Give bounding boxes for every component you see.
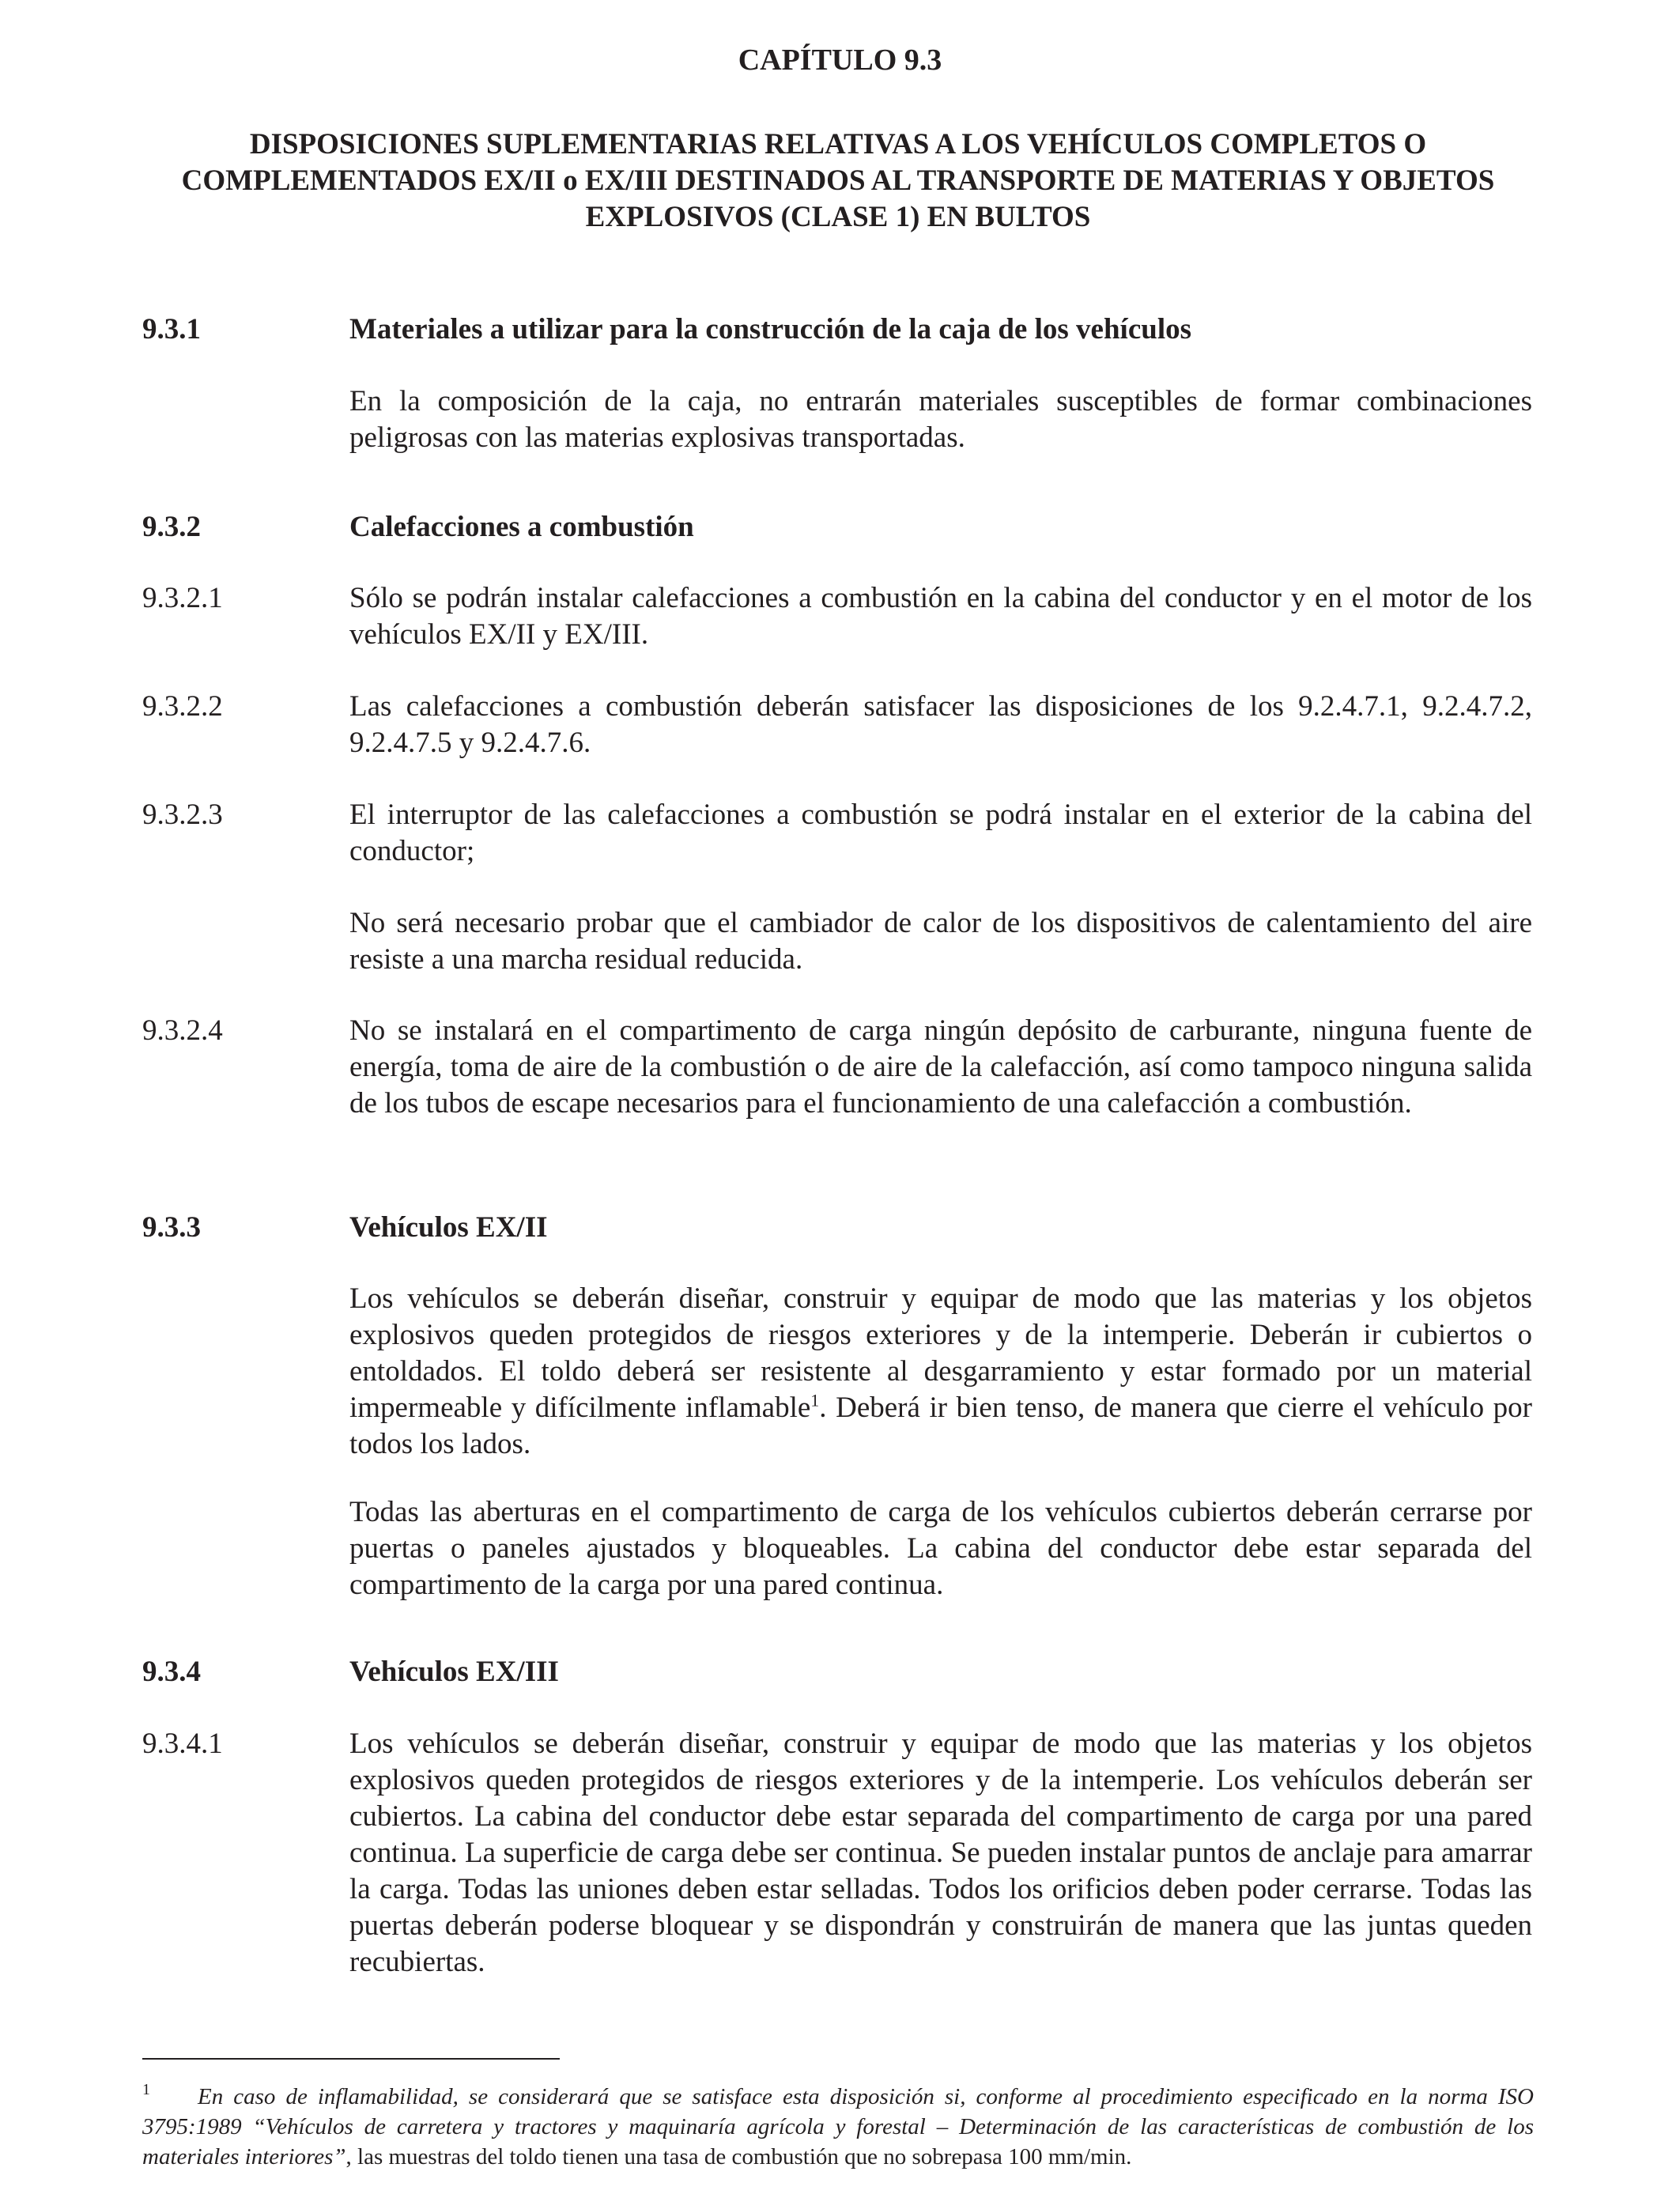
section-heading-9-3-4: Vehículos EX/III xyxy=(349,1656,559,1688)
footnote-reference-1: 1 xyxy=(810,1390,820,1410)
footnote-mark: 1 xyxy=(142,2081,150,2098)
section-heading-9-3-2: Calefacciones a combustión xyxy=(349,511,694,543)
section-number-9-3-3: 9.3.3 xyxy=(142,1211,201,1244)
section-number-9-3-2: 9.3.2 xyxy=(142,511,201,543)
paragraph-9-3-2-2: Las calefacciones a combustión deberán satisfacer las disposiciones de los 9.2.4.7.1, 9.2.4.7.2, 9.2.4.7.5 y 9.2.4.7.6. xyxy=(349,690,1532,759)
section-number-9-3-1: 9.3.1 xyxy=(142,313,201,346)
footnote-text-part4: , las muestras del toldo tienen una tasa de combustión que no sobrepasa 100 mm/min. xyxy=(345,2144,1132,2169)
paragraph-9-3-2-1: Sólo se podrán instalar calefacciones a combustión en la cabina del conductor y en el motor de los vehículos EX/II y EX/III. xyxy=(349,582,1532,651)
paragraph-9-3-3-a-part2: . Deberá ir bien tenso, de manera que cierre el vehículo por todos los lados. xyxy=(349,1392,1533,1460)
paragraph-9-3-2-3-b: No será necesario probar que el cambiador de calor de los dispositivos de calentamiento del aire resiste a una marcha residual reducida. xyxy=(349,907,1532,976)
footnote-1 xyxy=(142,2075,1534,2172)
paragraph-9-3-2-4: No se instalará en el compartimento de carga ningún depósito de carburante, ninguna fuente de energía, toma de aire de la combustión o de aire de la calefacción, así como tampoco ninguna salida de los tubos de escape necesarios para el funcionamiento de una calefacción a combustión. xyxy=(349,1014,1532,1120)
footnote-text-part2: norma ISO 3795:1989 xyxy=(142,2084,1534,2139)
footnote-separator xyxy=(142,2058,560,2060)
section-heading-9-3-1: Materiales a utilizar para la construcción de la caja de los vehículos xyxy=(349,313,1191,346)
paragraph-9-3-3-b: Todas las aberturas en el compartimento de carga de los vehículos cubiertos deberán cerrarse por puertas o paneles ajustados y bloqueables. La cabina del conductor debe estar separada del compartimento de la carga por una pared continua. xyxy=(349,1496,1532,1601)
section-number-9-3-2-2: 9.3.2.2 xyxy=(142,690,223,723)
footnote-text-part3: “Vehículos de carretera y tractores y maquinaría agrícola y forestal – Determinación de las características de combustión de los materiales interiores” xyxy=(142,2114,1534,2169)
paragraph-9-3-3-a-part1: Los vehículos se deberán diseñar, construir y equipar de modo que las materias y los objetos explosivos queden protegidos de riesgos exteriores y de la intemperie. Deberán ir cubiertos o entoldados. El toldo deberá ser resistente al desgarramiento y estar formado por un material impermeable y difícilmente inflamable xyxy=(349,1282,1532,1424)
section-number-9-3-2-3: 9.3.2.3 xyxy=(142,799,223,831)
section-heading-9-3-3: Vehículos EX/II xyxy=(349,1211,548,1244)
paragraph-9-3-4-1: Los vehículos se deberán diseñar, construir y equipar de modo que las materias y los objetos explosivos queden protegidos de riesgos exteriores y de la intemperie. Los vehículos deberán ser cubiertos. La cabina del conductor debe estar separada del compartimento de carga por una pared continua. La superficie de carga debe ser continua. Se pueden instalar puntos de anclaje para amarrar la carga. Todas las uniones deben estar selladas. Todos los orificios deben poder cerrarse. Todas las puertas deberán poderse bloquear y se dispondrán y construirán de manera que las juntas queden recubiertas. xyxy=(349,1728,1532,1978)
paragraph-9-3-1: En la composición de la caja, no entrarán materiales susceptibles de formar combinaciones peligrosas con las materias explosivas transportadas. xyxy=(349,385,1532,454)
chapter-subtitle: DISPOSICIONES SUPLEMENTARIAS RELATIVAS A LOS VEHÍCULOS COMPLETOS O COMPLEMENTADOS EX/II o EX/III DESTINADOS AL TRANSPORTE DE MATERIAS Y OBJETOS EXPLOSIVOS (CLASE 1) EN BULTOS xyxy=(181,128,1495,233)
chapter-title: CAPÍTULO 9.3 xyxy=(738,43,942,77)
footnote-text-part1: En caso de inflamabilidad, se considerará que se satisface esta disposición si, conforme al procedimiento especificado en la xyxy=(198,2084,1429,2109)
paragraph-9-3-3-a xyxy=(349,1281,1532,1463)
paragraph-9-3-2-3-a: El interruptor de las calefacciones a combustión se podrá instalar en el exterior de la cabina del conductor; xyxy=(349,799,1532,867)
section-number-9-3-2-4: 9.3.2.4 xyxy=(142,1014,223,1047)
section-number-9-3-4: 9.3.4 xyxy=(142,1656,201,1688)
section-number-9-3-4-1: 9.3.4.1 xyxy=(142,1728,223,1760)
section-number-9-3-2-1: 9.3.2.1 xyxy=(142,582,223,614)
